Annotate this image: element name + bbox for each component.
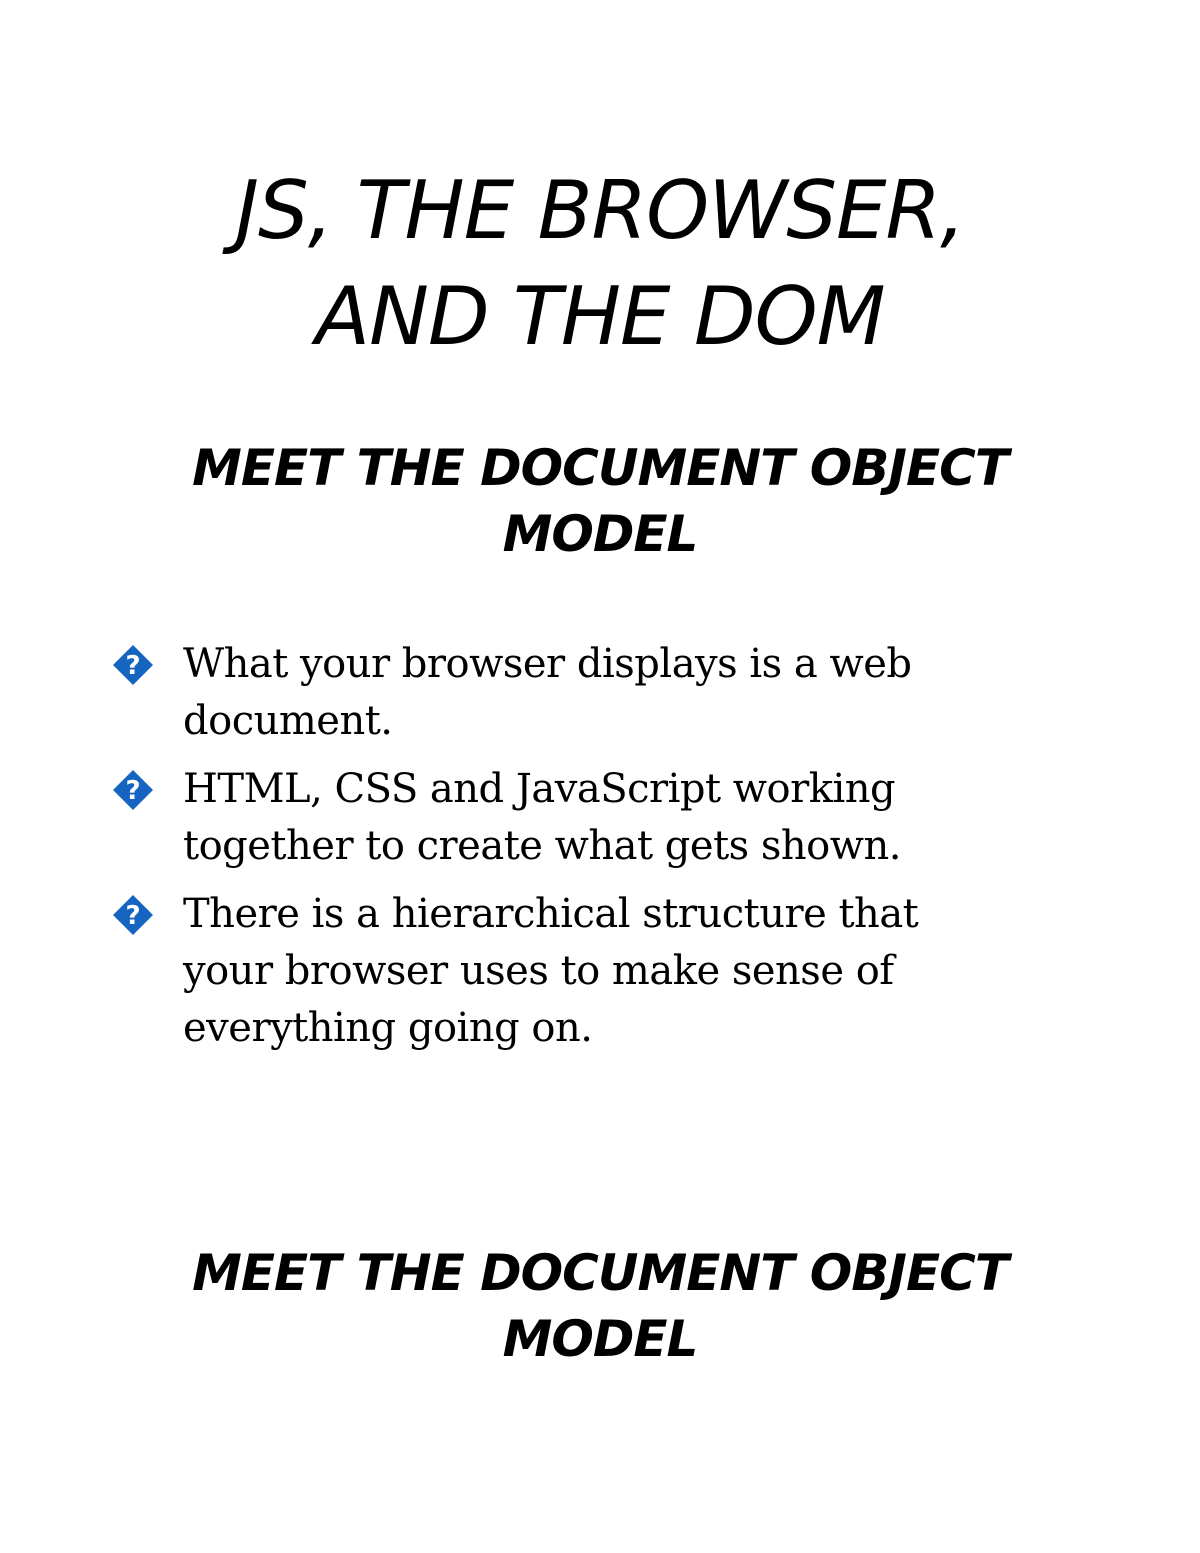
section-heading-line: MEET THE DOCUMENT OBJECT <box>192 1244 1008 1302</box>
svg-text:?: ? <box>125 901 141 931</box>
list-item <box>110 761 1010 875</box>
page-title <box>0 158 1200 370</box>
svg-text:?: ? <box>125 776 141 806</box>
replacement-character-icon <box>112 769 154 811</box>
list-item-text: HTML, CSS and JavaScript working together to create what gets shown. <box>183 766 901 869</box>
section-heading-line: MODEL <box>502 505 698 563</box>
section-heading <box>0 435 1200 567</box>
svg-text:?: ? <box>125 651 141 681</box>
list-item <box>110 636 1010 750</box>
list-item <box>110 886 1010 1057</box>
replacement-character-icon <box>112 894 154 936</box>
section-heading-line: MEET THE DOCUMENT OBJECT <box>192 439 1008 497</box>
section-heading-line: MODEL <box>502 1310 698 1368</box>
bullet-list <box>110 636 1010 1068</box>
replacement-character-icon <box>112 644 154 686</box>
title-line: JS, THE BROWSER, <box>235 164 965 257</box>
section-heading <box>0 1240 1200 1372</box>
list-item-text: What your browser displays is a web document. <box>183 641 912 744</box>
list-item-text: There is a hierarchical structure that your browser uses to make sense of everything going on. <box>183 891 919 1051</box>
title-line: AND THE DOM <box>315 270 885 363</box>
